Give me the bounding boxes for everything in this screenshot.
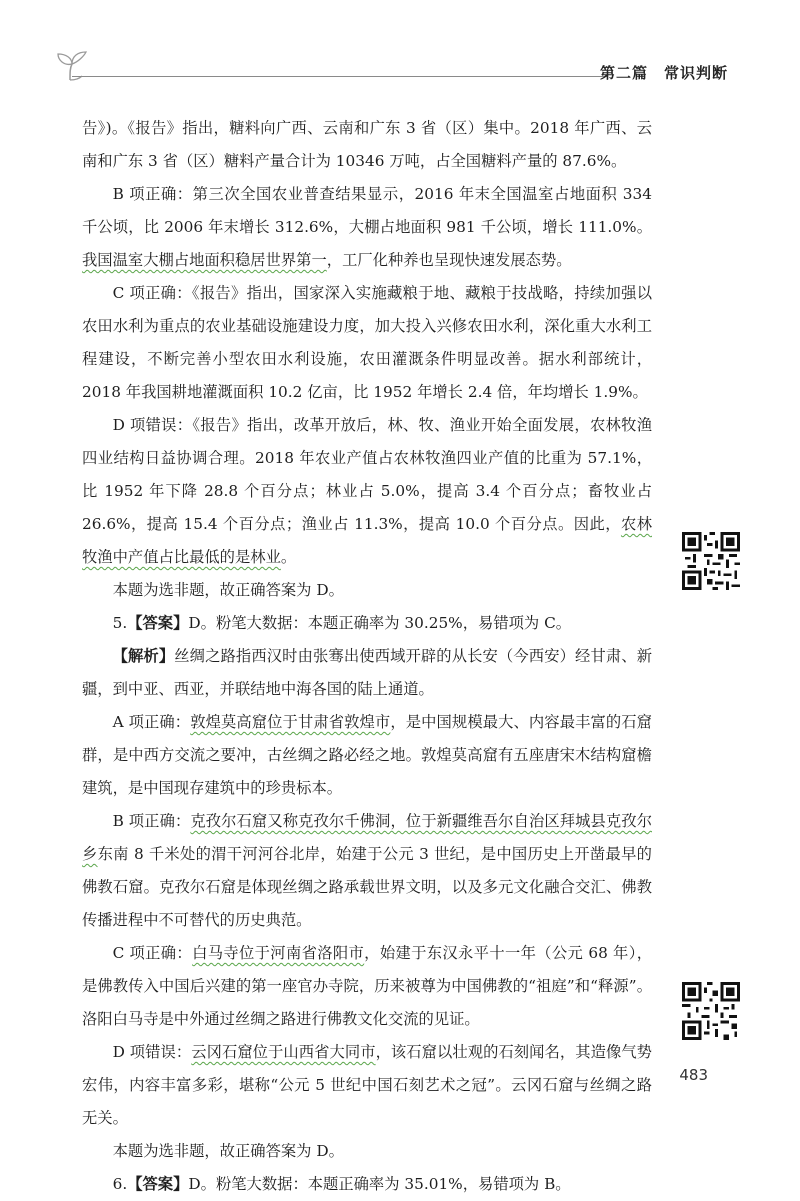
- paragraph: [82, 1135, 652, 1168]
- paragraph: [82, 112, 652, 178]
- header-rule: [72, 76, 608, 77]
- text-run: C 项正确：: [112, 944, 193, 962]
- paragraph: [82, 640, 652, 706]
- paragraph: [82, 409, 652, 574]
- paragraph: [82, 937, 652, 1036]
- label-bracket: 【答案】: [127, 614, 189, 632]
- text-run: 6.: [112, 1175, 128, 1193]
- text-run: ，始建于东汉永平十一年（公元 68 年），是佛教传入中国后兴建的第一座官办寺院，历来被尊为中国佛教的“祖庭”和“释源”。洛阳白马寺是中外通过丝绸之路进行佛教文化交流的见证。: [82, 944, 652, 1028]
- underlined-text: 敦煌莫高窟位于甘肃省敦煌市: [190, 713, 391, 731]
- text-run: 本题为选非题，故正确答案为 D。: [112, 581, 344, 599]
- text-run: D。粉笔大数据：本题正确率为 30.25%，易错项为 C。: [188, 614, 572, 632]
- text-run: 东南 8 千米处的渭干河河谷北岸，始建于公元 3 世纪，是中国历史上开凿最早的佛教石窟。克孜尔石窟是体现丝绸之路承载世界文明，以及多元文化融合交汇、佛教传播进程中不可替代的历史典范。: [82, 845, 652, 929]
- text-run: C 项正确：《报告》指出，国家深入实施藏粮于地、藏粮于技战略，持续加强以农田水利为重点的农业基础设施建设力度，加大投入兴修农田水利，深化重大水利工程建设，不断完善小型农田水利设施，农田灌溉条件明显改善。据水利部统计，2018 年我国耕地灌溉面积 10.2 亿亩，比 1952 年增长 2.4 倍，年均增长 1.9%。: [82, 284, 652, 401]
- page-number: 483: [679, 1066, 708, 1084]
- page-header: [0, 0, 800, 100]
- text-run: 本题为选非题，故正确答案为 D。: [112, 1142, 344, 1160]
- underlined-text: 农林牧渔中产值占比最低的是林业: [82, 515, 652, 566]
- text-run: D。粉笔大数据：本题正确率为 35.01%，易错项为 B。: [188, 1175, 571, 1193]
- qr-code-icon[interactable]: [682, 532, 740, 590]
- paragraph: [82, 607, 652, 640]
- underlined-text: 白马寺位于河南省洛阳市: [192, 944, 365, 962]
- underlined-text: 克孜尔石窟又称克孜尔千佛洞，位于新疆维吾尔自治区拜城县克孜尔乡: [82, 812, 652, 863]
- text-run: B 项正确：第三次全国农业普查结果显示，2016 年末全国温室占地面积 334 千公顷，比 2006 年末增长 312.6%，大棚占地面积 981 千公顷，增长 111.0%。: [82, 185, 652, 236]
- paragraph: [82, 805, 652, 937]
- text-run: B 项正确：: [112, 812, 191, 830]
- paragraph: [82, 574, 652, 607]
- leaf-icon: [52, 50, 92, 84]
- paragraph: [82, 706, 652, 805]
- text-run: 告》)。《报告》指出，糖料向广西、云南和广东 3 省（区）集中。2018 年广西、云南和广东 3 省（区）糖料产量合计为 10346 万吨，占全国糖料产量的 87.6%。: [82, 119, 652, 170]
- label-bracket: 【答案】: [127, 1175, 189, 1193]
- text-run: D 项错误：: [112, 1043, 192, 1061]
- text-run: ，是中国规模最大、内容最丰富的石窟群，是中西方交流之要冲，古丝绸之路必经之地。敦煌莫高窟有五座唐宋木结构窟檐建筑，是中国现存建筑中的珍贵标本。: [82, 713, 652, 797]
- label-bracket: 【解析】: [112, 647, 175, 665]
- text-run: 。: [280, 548, 297, 566]
- document-body: [82, 112, 652, 1201]
- text-run: 丝绸之路指西汉时由张骞出使西域开辟的从长安（今西安）经甘肃、新疆，到中亚、西亚，并联结地中海各国的陆上通道。: [82, 647, 652, 698]
- paragraph: [82, 178, 652, 277]
- text-run: ，工厂化种养也呈现快速发展态势。: [326, 251, 572, 269]
- paragraph: [82, 1036, 652, 1135]
- qr-code-icon[interactable]: [682, 982, 740, 1040]
- underlined-text: 我国温室大棚占地面积稳居世界第一: [82, 251, 327, 269]
- paragraph: [82, 277, 652, 409]
- text-run: 5.: [112, 614, 128, 632]
- text-run: ，该石窟以壮观的石刻闻名，其造像气势宏伟，内容丰富多彩，堪称“公元 5 世纪中国石刻艺术之冠”。云冈石窟与丝绸之路无关。: [82, 1043, 652, 1127]
- paragraph: [82, 1168, 652, 1201]
- text-run: D 项错误：《报告》指出，改革开放后，林、牧、渔业开始全面发展，农林牧渔四业结构日益协调合理。2018 年农业产值占农林牧渔四业产值的比重为 57.1%，比 1952 年下降 28.8 个百分点；林业占 5.0%，提高 3.4 个百分点；畜牧业占 26.6%，提高 15.4 个百分点；渔业占 11.3%，提高 10.0 个百分点。因此，: [82, 416, 652, 533]
- underlined-text: 云冈石窟位于山西省大同市: [191, 1043, 376, 1061]
- text-run: A 项正确：: [112, 713, 191, 731]
- section-title: 第二篇 常识判断: [599, 64, 728, 82]
